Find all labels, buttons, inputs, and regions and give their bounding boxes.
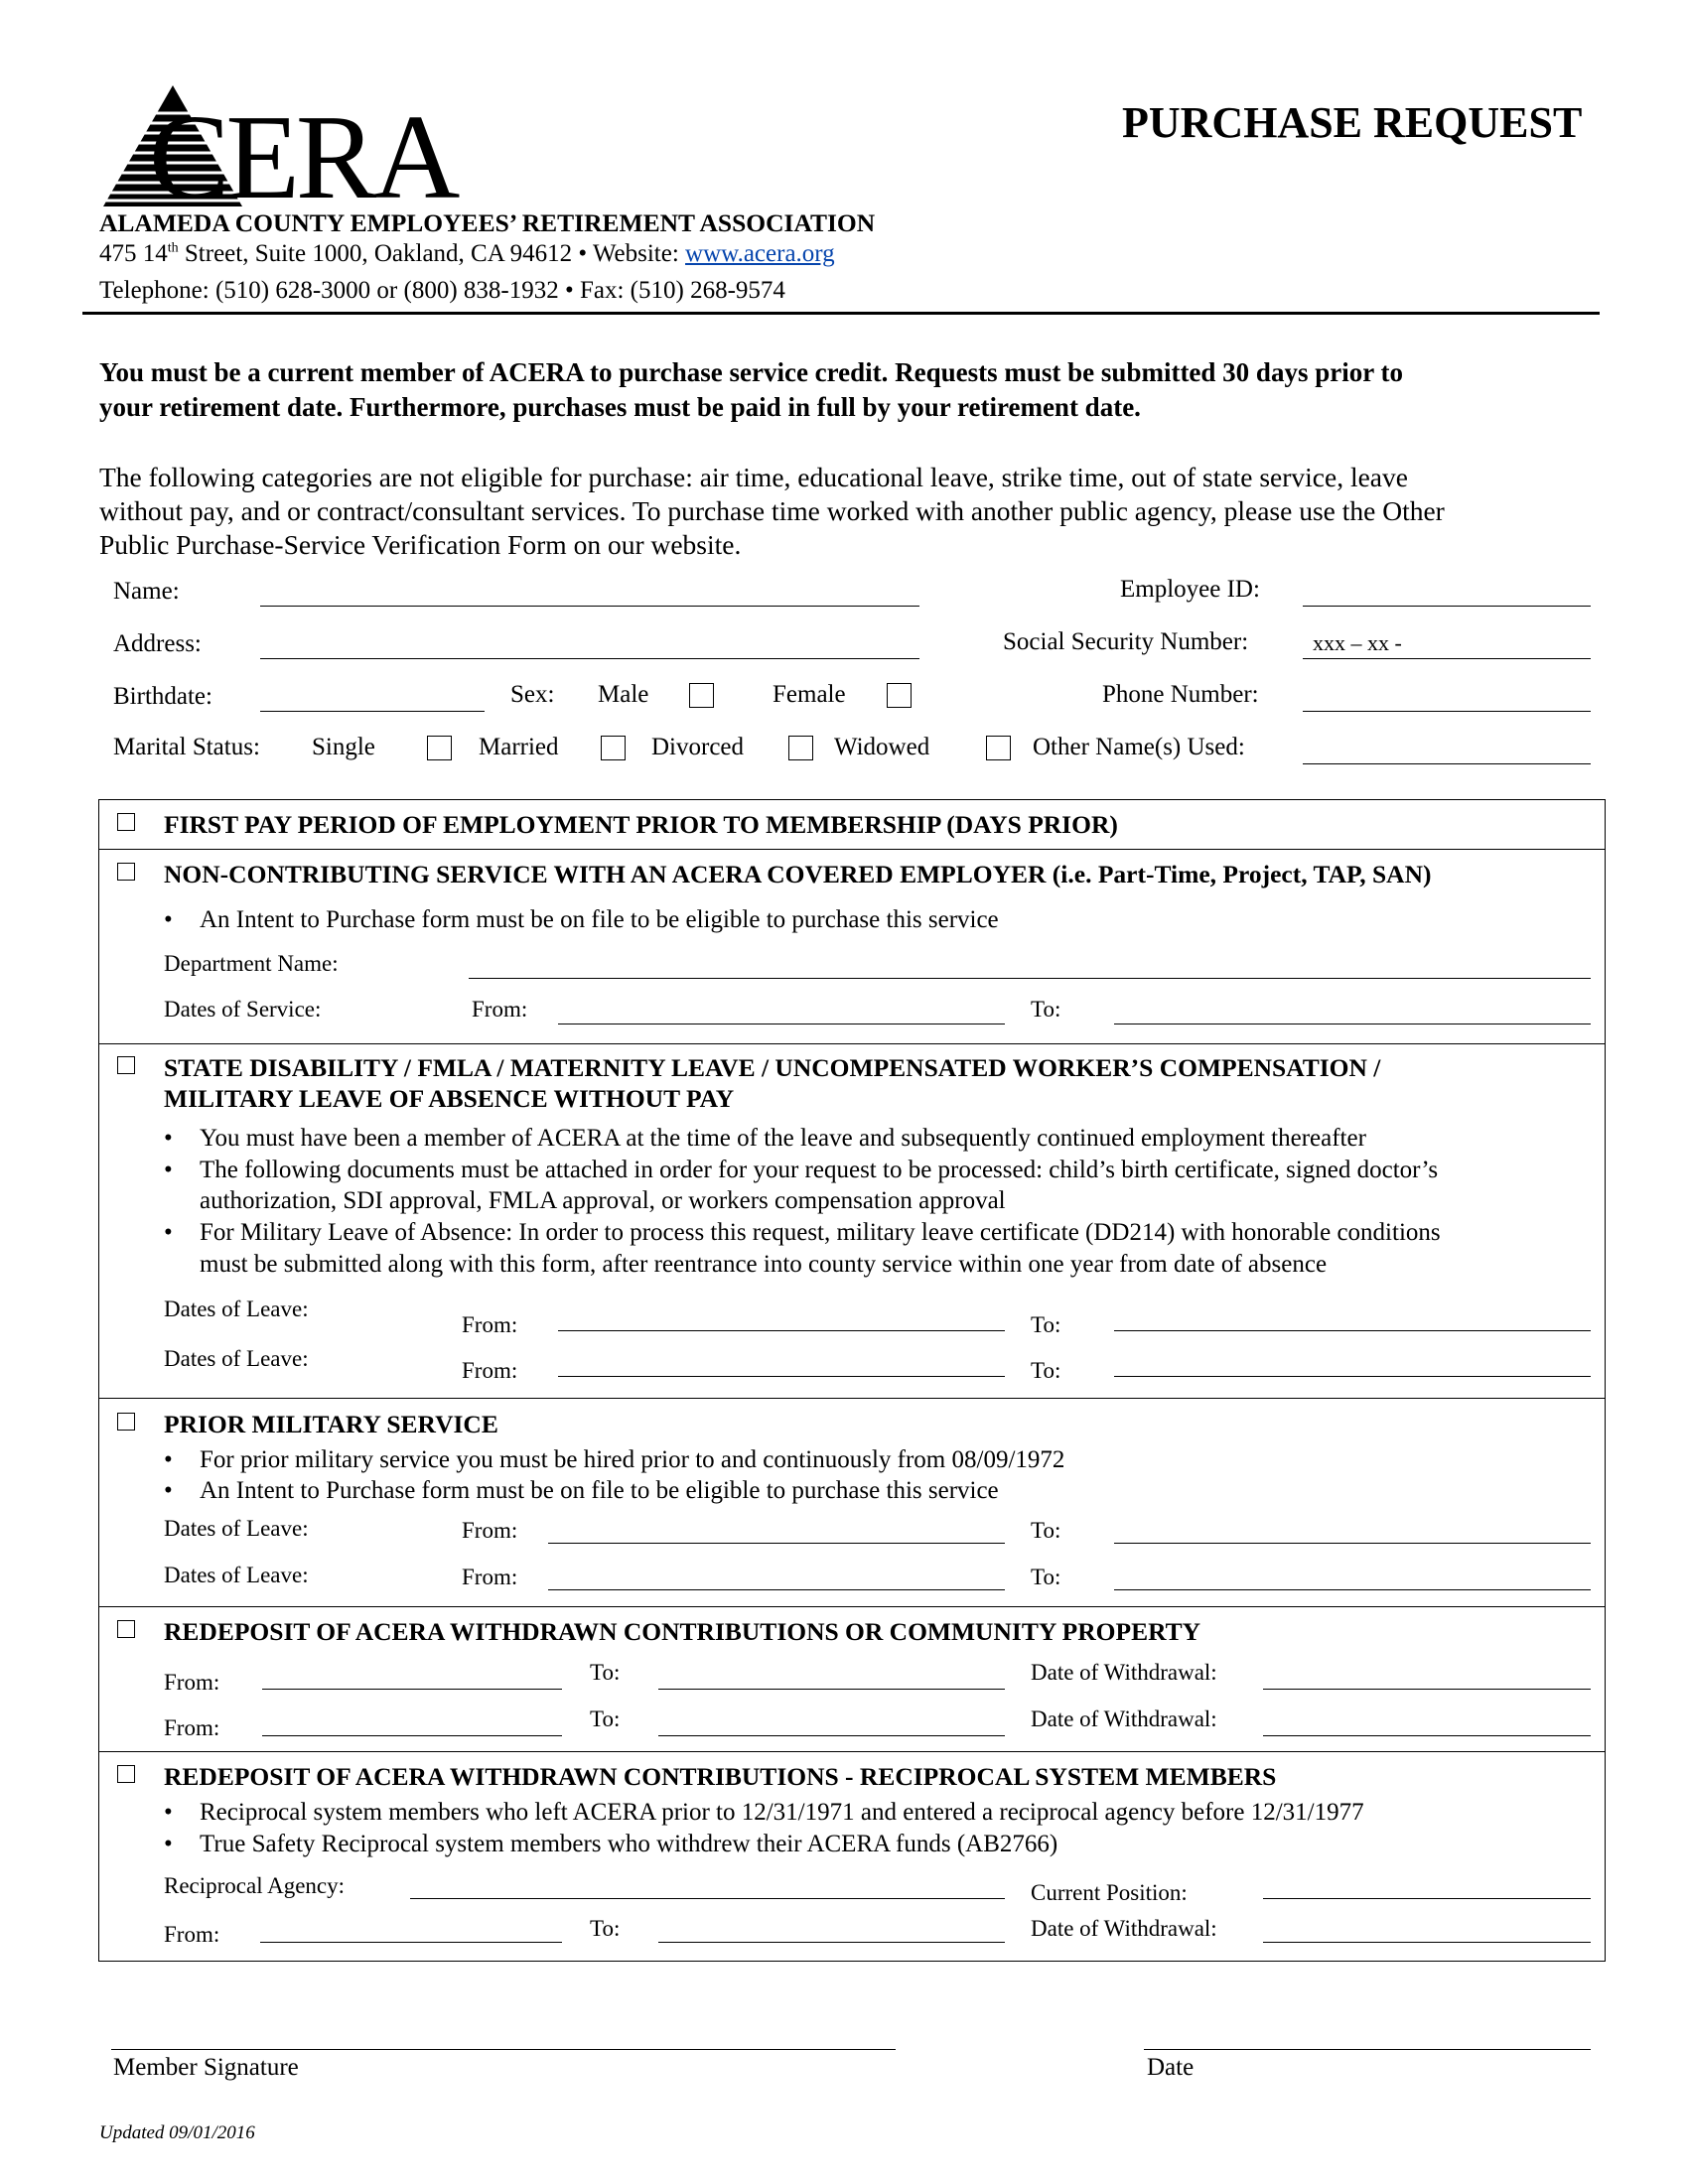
section-divider-1 [98, 849, 1606, 850]
married-label: Married [479, 734, 559, 760]
leave-to-field-2[interactable] [1114, 1376, 1591, 1377]
non-contributing-title: NON-CONTRIBUTING SERVICE WITH AN ACERA COVERED EMPLOYER (i.e. Part-Time, Project, TAP, SAN) [164, 860, 1432, 888]
state-disability-bullet-3-cont: must be submitted along with this form, after reentrance into county service within one year from date of absence [200, 1251, 1328, 1278]
non-contributing-bullet-1: • An Intent to Purchase form must be on file to be eligible to purchase this service [200, 906, 999, 934]
birthdate-label: Birthdate: [113, 683, 212, 710]
leave-from-label-1: From: [462, 1312, 518, 1337]
female-checkbox[interactable] [887, 683, 912, 708]
withdrawal-date-label-2: Date of Withdrawal: [1031, 1706, 1217, 1731]
section-divider-3 [98, 1398, 1606, 1399]
first-pay-period-title: FIRST PAY PERIOD OF EMPLOYMENT PRIOR TO MEMBERSHIP (DAYS PRIOR) [164, 810, 1118, 839]
employee-id-field[interactable] [1303, 606, 1591, 607]
intro-para-line-3: Public Purchase-Service Verification Form on our website. [99, 529, 742, 560]
reciprocal-agency-label: Reciprocal Agency: [164, 1873, 346, 1898]
reciprocal-agency-field[interactable] [410, 1898, 1005, 1899]
redeposit-to-field-1[interactable] [658, 1689, 1005, 1690]
prior-military-bullet-1: • For prior military service you must be hired prior to and continuously from 08/09/1972 [200, 1446, 1064, 1474]
name-field[interactable] [260, 606, 919, 607]
redeposit-from-label-2: From: [164, 1715, 220, 1740]
redeposit-from-field-1[interactable] [262, 1689, 562, 1690]
acera-logo [97, 83, 457, 224]
redeposit-reciprocal-checkbox[interactable] [117, 1765, 135, 1783]
reciprocal-withdrawal-field[interactable] [1263, 1942, 1591, 1943]
male-checkbox[interactable] [689, 683, 714, 708]
leave-dates-label-1: Dates of Leave: [164, 1297, 309, 1321]
marital-status-label: Marital Status: [113, 734, 260, 760]
service-from-label: From: [472, 997, 528, 1022]
military-to-field-1[interactable] [1114, 1543, 1591, 1544]
redeposit-to-label-1: To: [590, 1660, 621, 1685]
leave-to-field-1[interactable] [1114, 1330, 1591, 1331]
male-label: Male [598, 681, 649, 708]
redeposit-from-label-1: From: [164, 1670, 220, 1695]
redeposit-to-field-2[interactable] [658, 1735, 1005, 1736]
prior-military-bullet-2: • An Intent to Purchase form must be on file to be eligible to purchase this service [200, 1477, 999, 1505]
member-signature-label: Member Signature [113, 2054, 299, 2081]
reciprocal-to-field[interactable] [658, 1942, 1005, 1943]
current-position-field[interactable] [1263, 1898, 1591, 1899]
withdrawal-date-label-1: Date of Withdrawal: [1031, 1660, 1217, 1685]
other-names-field[interactable] [1303, 763, 1591, 764]
employee-id-label: Employee ID: [1120, 576, 1260, 603]
first-pay-period-checkbox[interactable] [117, 813, 135, 831]
ssn-prefill: xxx – xx - [1313, 630, 1402, 655]
state-disability-bullet-1: • You must have been a member of ACERA at the time of the leave and subsequently continued employment thereafter [200, 1125, 1366, 1153]
redeposit-reciprocal-title: REDEPOSIT OF ACERA WITHDRAWN CONTRIBUTIONS - RECIPROCAL SYSTEM MEMBERS [164, 1762, 1277, 1791]
military-to-field-2[interactable] [1114, 1589, 1591, 1590]
address-label: Address: [113, 630, 202, 657]
reciprocal-withdrawal-label: Date of Withdrawal: [1031, 1916, 1217, 1941]
military-from-field-1[interactable] [548, 1543, 1005, 1544]
reciprocal-from-field[interactable] [260, 1942, 562, 1943]
reciprocal-bullet-2: • True Safety Reciprocal system members who withdrew their ACERA funds (AB2766) [200, 1831, 1057, 1858]
redeposit-community-title: REDEPOSIT OF ACERA WITHDRAWN CONTRIBUTIONS OR COMMUNITY PROPERTY [164, 1617, 1201, 1646]
org-name: ALAMEDA COUNTY EMPLOYEES’ RETIREMENT ASSOCIATION [99, 208, 876, 237]
address-street-number: 475 14 [99, 240, 168, 267]
section-divider-5 [98, 1751, 1606, 1752]
leave-from-field-2[interactable] [558, 1376, 1005, 1377]
military-to-label-2: To: [1031, 1565, 1061, 1589]
non-contributing-checkbox[interactable] [117, 863, 135, 881]
redeposit-community-checkbox[interactable] [117, 1620, 135, 1638]
prior-military-title: PRIOR MILITARY SERVICE [164, 1410, 498, 1438]
redeposit-from-field-2[interactable] [262, 1735, 562, 1736]
dates-of-service-label: Dates of Service: [164, 997, 322, 1022]
married-checkbox[interactable] [601, 736, 626, 760]
divorced-checkbox[interactable] [788, 736, 813, 760]
intro-bold-line-2: your retirement date. Furthermore, purchases must be paid in full by your retirement date. [99, 392, 1141, 422]
intro-para-line-1: The following categories are not eligible for purchase: air time, educational leave, strike time, out of state service, leave [99, 462, 1408, 492]
state-disability-bullet-2-cont: authorization, SDI approval, FMLA approval, or workers compensation approval [200, 1187, 1006, 1214]
current-position-label: Current Position: [1031, 1880, 1188, 1905]
updated-date: Updated 09/01/2016 [99, 2122, 255, 2143]
department-name-field[interactable] [469, 978, 1591, 979]
section-divider-4 [98, 1606, 1606, 1607]
leave-from-label-2: From: [462, 1358, 518, 1383]
widowed-checkbox[interactable] [986, 736, 1011, 760]
military-from-field-2[interactable] [548, 1589, 1005, 1590]
prior-military-checkbox[interactable] [117, 1413, 135, 1431]
leave-to-label-2: To: [1031, 1358, 1061, 1383]
department-name-label: Department Name: [164, 951, 339, 976]
state-disability-title-line-2: MILITARY LEAVE OF ABSENCE WITHOUT PAY [164, 1084, 735, 1113]
divorced-label: Divorced [651, 734, 745, 760]
logo-wordmark: CERA [149, 90, 457, 224]
ssn-label: Social Security Number: [1003, 628, 1249, 655]
phone-label: Phone Number: [1102, 681, 1259, 708]
withdrawal-date-field-1[interactable] [1263, 1689, 1591, 1690]
state-disability-title-line-1: STATE DISABILITY / FMLA / MATERNITY LEAVE / UNCOMPENSATED WORKER’S COMPENSATION / [164, 1053, 1381, 1082]
withdrawal-date-field-2[interactable] [1263, 1735, 1591, 1736]
other-names-label: Other Name(s) Used: [1033, 734, 1245, 760]
single-checkbox[interactable] [427, 736, 452, 760]
military-to-label-1: To: [1031, 1518, 1061, 1543]
name-label: Name: [113, 578, 180, 605]
address-rest: Street, Suite 1000, Oakland, CA 94612 • Website: [178, 240, 686, 267]
military-from-label-2: From: [462, 1565, 518, 1589]
leave-from-field-1[interactable] [558, 1330, 1005, 1331]
org-phone: Telephone: (510) 628-3000 or (800) 838-1932 • Fax: (510) 268-9574 [99, 277, 785, 304]
military-from-label-1: From: [462, 1518, 518, 1543]
signature-date-label: Date [1147, 2054, 1195, 2081]
state-disability-bullet-3: • For Military Leave of Absence: In order to process this request, military leave certificate (DD214) with honorable conditions [200, 1219, 1441, 1247]
widowed-label: Widowed [834, 734, 930, 760]
ssn-field[interactable] [1303, 658, 1591, 659]
female-label: Female [773, 681, 846, 708]
reciprocal-bullet-1: • Reciprocal system members who left ACERA prior to 12/31/1971 and entered a reciprocal agency before 12/31/1977 [200, 1799, 1364, 1827]
member-signature-field[interactable] [111, 2049, 896, 2050]
military-dates-label-1: Dates of Leave: [164, 1516, 309, 1541]
service-to-label: To: [1031, 997, 1061, 1022]
website-link[interactable]: www.acera.org [685, 240, 835, 267]
address-field[interactable] [260, 658, 919, 659]
single-label: Single [312, 734, 375, 760]
leave-dates-label-2: Dates of Leave: [164, 1346, 309, 1371]
header-divider [82, 312, 1600, 315]
sex-label: Sex: [510, 681, 555, 708]
military-dates-label-2: Dates of Leave: [164, 1563, 309, 1587]
state-disability-bullet-2: • The following documents must be attached in order for your request to be processed: child’s birth certificate, signed doctor’s [200, 1157, 1438, 1184]
org-address [99, 240, 835, 268]
reciprocal-to-label: To: [590, 1916, 621, 1941]
phone-field[interactable] [1303, 711, 1591, 712]
state-disability-checkbox[interactable] [117, 1056, 135, 1074]
intro-bold-line-1: You must be a current member of ACERA to purchase service credit. Requests must be submitted 30 days prior to [99, 357, 1403, 387]
redeposit-to-label-2: To: [590, 1706, 621, 1731]
reciprocal-from-label: From: [164, 1922, 220, 1947]
intro-para-line-2: without pay, and or contract/consultant services. To purchase time worked with another public agency, please use the Other [99, 495, 1445, 526]
leave-to-label-1: To: [1031, 1312, 1061, 1337]
page-title: PURCHASE REQUEST [1122, 98, 1583, 147]
signature-date-field[interactable] [1144, 2049, 1591, 2050]
address-superscript: th [167, 240, 179, 256]
section-divider-2 [98, 1043, 1606, 1044]
birthdate-field[interactable] [260, 711, 485, 712]
